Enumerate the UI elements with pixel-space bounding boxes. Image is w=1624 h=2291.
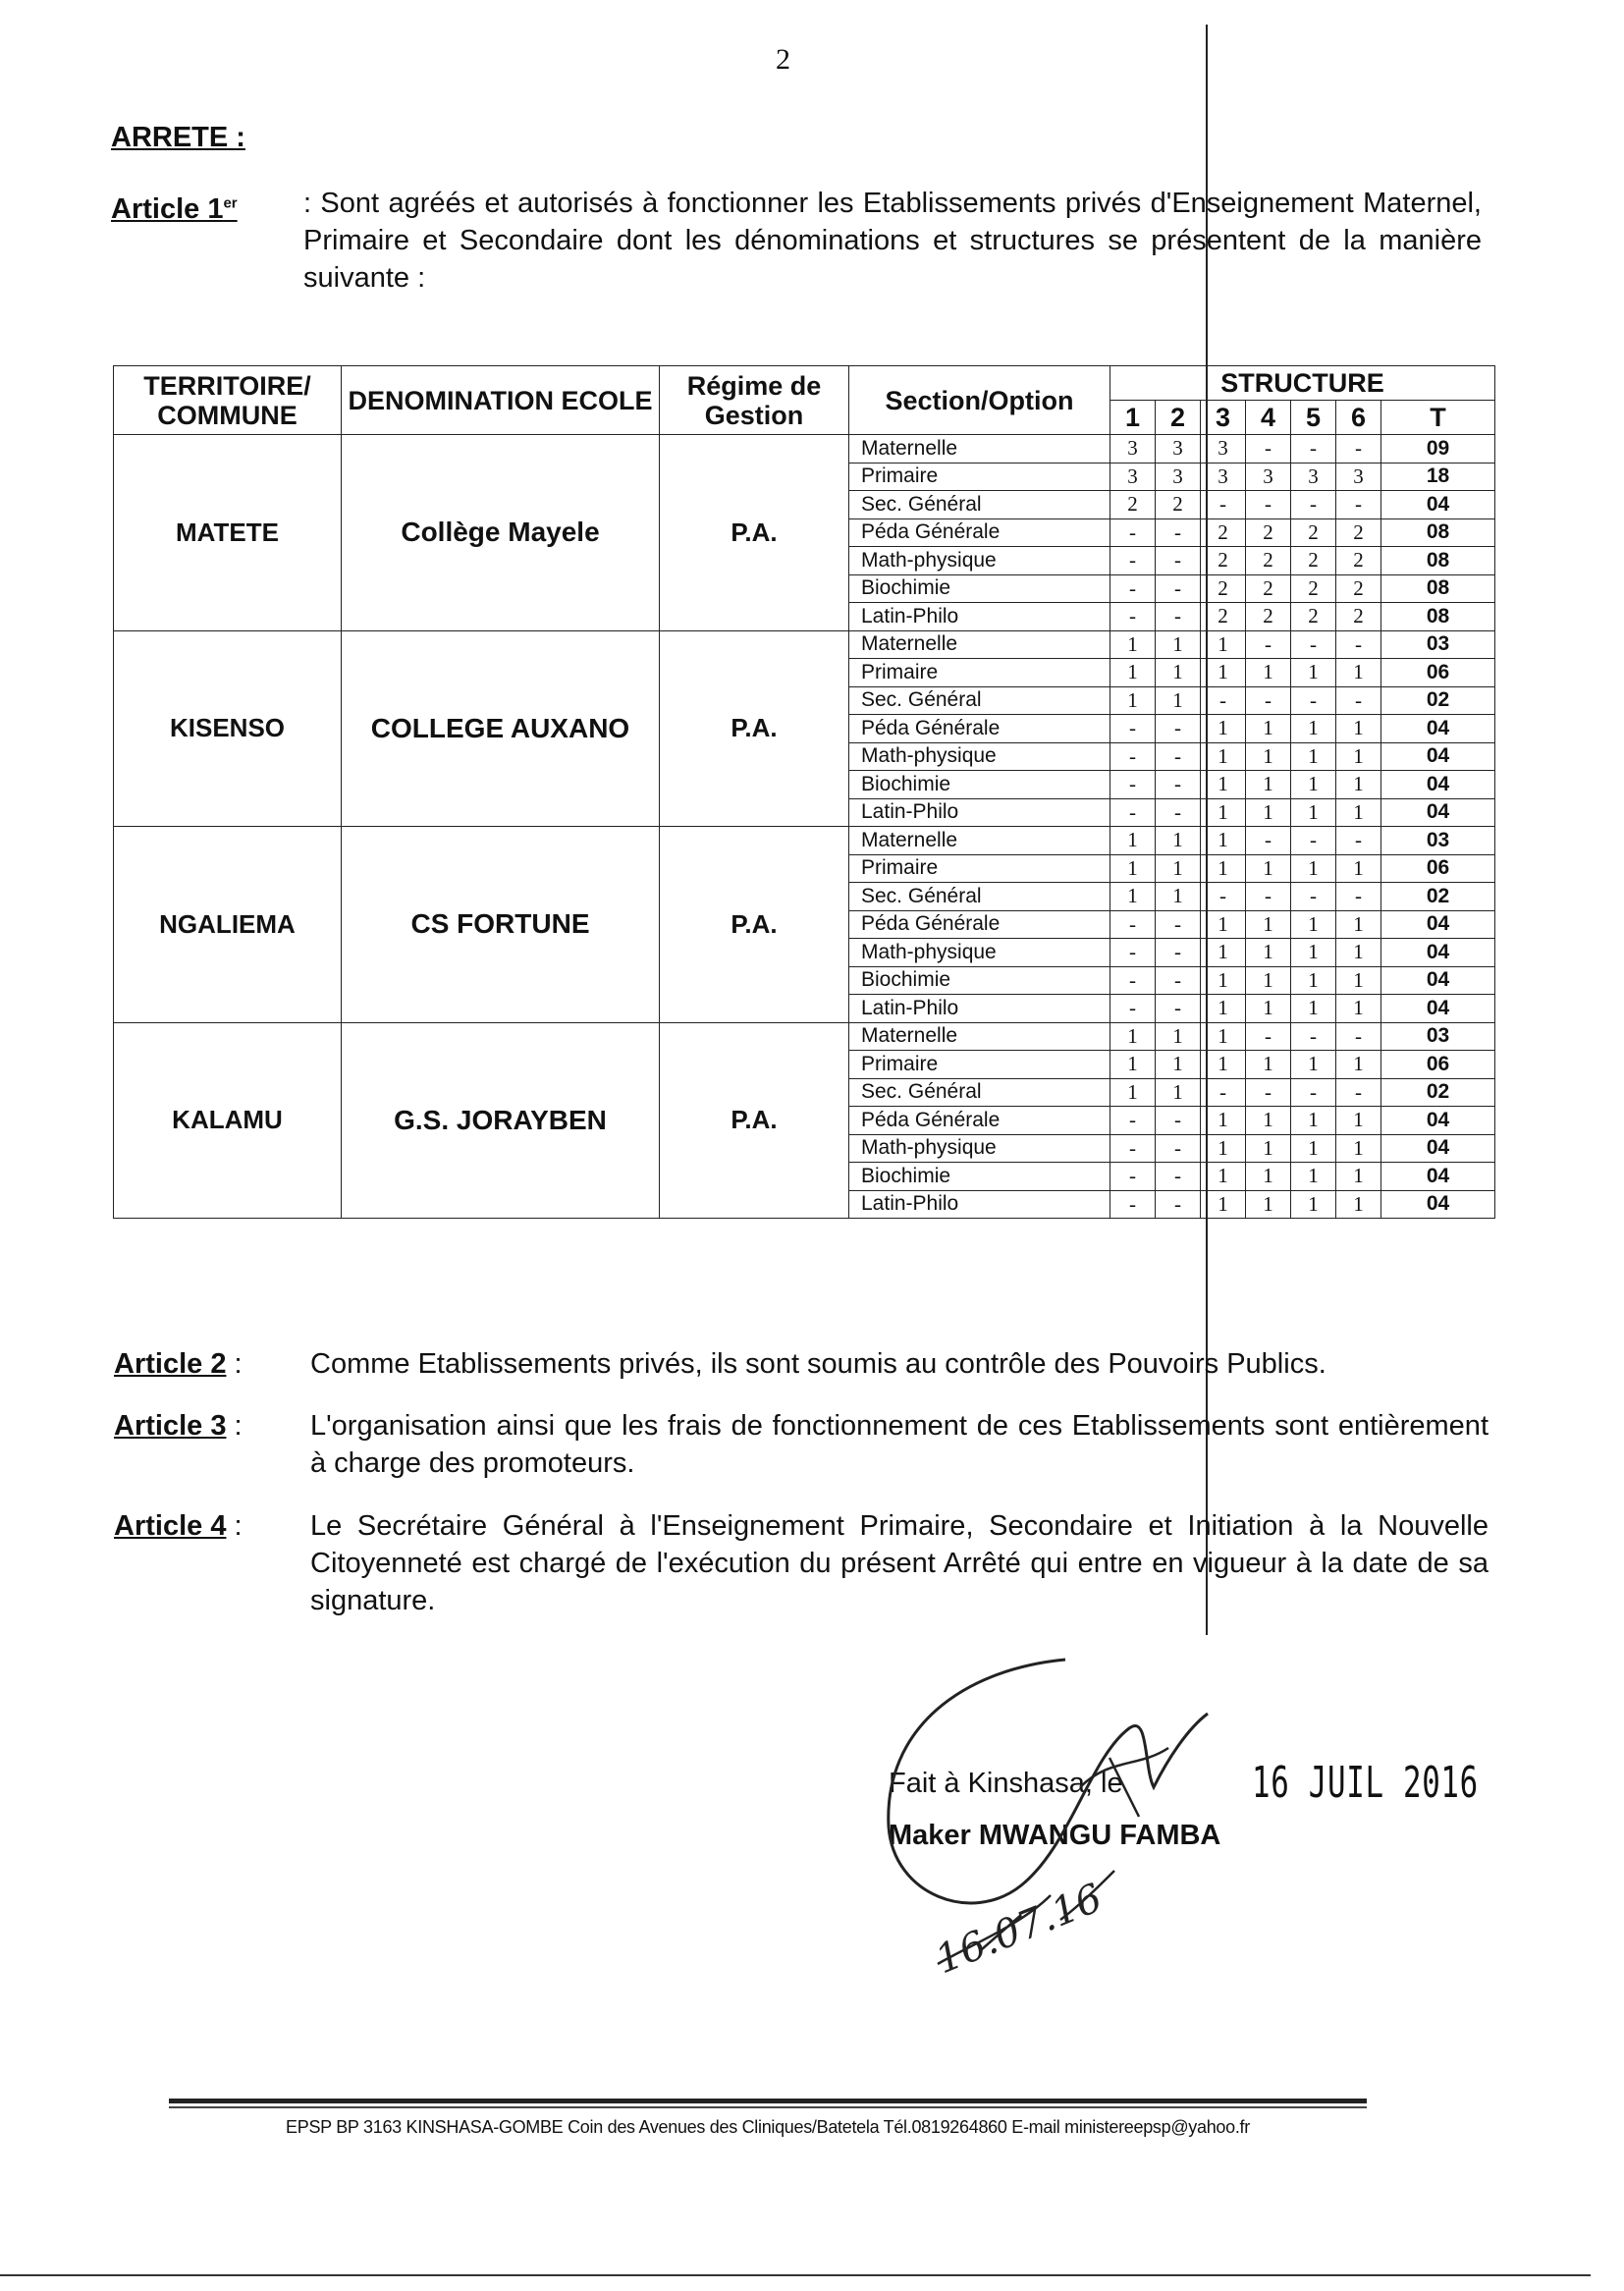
structure-cell-1: 1 (1110, 630, 1156, 659)
total-cell: 03 (1381, 1022, 1495, 1051)
section-cell: Latin-Philo (849, 1190, 1110, 1219)
structure-cell-2: 1 (1156, 883, 1201, 911)
signoff-place: Fait à Kinshasa, le (889, 1768, 1123, 1799)
school-name-cell: Collège Mayele (342, 435, 660, 631)
section-cell: Péda Générale (849, 518, 1110, 547)
structure-cell-1: 3 (1110, 463, 1156, 491)
structure-cell-2: 3 (1156, 463, 1201, 491)
structure-cell-1: - (1110, 995, 1156, 1023)
total-cell: 06 (1381, 854, 1495, 883)
structure-cell-5: - (1291, 883, 1336, 911)
structure-cell-4: 1 (1246, 854, 1291, 883)
structure-cell-1: - (1110, 1107, 1156, 1135)
structure-cell-5: - (1291, 491, 1336, 519)
structure-cell-3: 1 (1201, 854, 1246, 883)
structure-cell-2: 2 (1156, 491, 1201, 519)
date-stamp: 16 JUIL 2016 (1252, 1758, 1479, 1808)
structure-cell-4: 1 (1246, 910, 1291, 939)
structure-cell-5: 1 (1291, 854, 1336, 883)
total-cell: 02 (1381, 883, 1495, 911)
regime-cell: P.A. (660, 1022, 849, 1219)
structure-cell-3: 1 (1201, 966, 1246, 995)
structure-cell-4: 1 (1246, 1190, 1291, 1219)
structure-cell-1: - (1110, 798, 1156, 827)
total-cell: 04 (1381, 715, 1495, 743)
structure-cell-2: - (1156, 1134, 1201, 1163)
structure-cell-3: 2 (1201, 574, 1246, 603)
structure-cell-1: 1 (1110, 1051, 1156, 1079)
structure-cell-1: 1 (1110, 659, 1156, 687)
header-col-4: 4 (1246, 401, 1291, 435)
structure-cell-1: 1 (1110, 883, 1156, 911)
structure-cell-1: - (1110, 603, 1156, 631)
structure-cell-1: 1 (1110, 1078, 1156, 1107)
section-cell: Math-physique (849, 547, 1110, 575)
structure-cell-3: 1 (1201, 939, 1246, 967)
structure-cell-2: - (1156, 603, 1201, 631)
structure-cell-1: - (1110, 574, 1156, 603)
structure-cell-3: 1 (1201, 715, 1246, 743)
section-cell: Sec. Général (849, 491, 1110, 519)
header-col-total: T (1381, 401, 1495, 435)
structure-cell-4: 1 (1246, 995, 1291, 1023)
structure-cell-6: 1 (1336, 1107, 1381, 1135)
structure-cell-3: 1 (1201, 1107, 1246, 1135)
structure-cell-3: 2 (1201, 547, 1246, 575)
structure-cell-2: 3 (1156, 435, 1201, 464)
structure-cell-4: 2 (1246, 547, 1291, 575)
structure-cell-4: 1 (1246, 771, 1291, 799)
header-denomination: DENOMINATION ECOLE (342, 366, 660, 435)
structure-cell-4: - (1246, 686, 1291, 715)
structure-cell-6: 1 (1336, 1190, 1381, 1219)
territoire-cell: KISENSO (114, 630, 342, 827)
structure-cell-1: - (1110, 1163, 1156, 1191)
section-cell: Math-physique (849, 742, 1110, 771)
total-cell: 18 (1381, 463, 1495, 491)
total-cell: 04 (1381, 798, 1495, 827)
total-cell: 04 (1381, 1134, 1495, 1163)
article-3-label: Article 3 : (114, 1410, 243, 1442)
total-cell: 04 (1381, 771, 1495, 799)
total-cell: 04 (1381, 1163, 1495, 1191)
structure-cell-4: 2 (1246, 603, 1291, 631)
structure-cell-5: 1 (1291, 939, 1336, 967)
structure-cell-1: - (1110, 1190, 1156, 1219)
structure-cell-6: 1 (1336, 659, 1381, 687)
structure-cell-6: - (1336, 883, 1381, 911)
structure-cell-6: 1 (1336, 966, 1381, 995)
structure-cell-5: 1 (1291, 995, 1336, 1023)
structure-cell-3: 1 (1201, 659, 1246, 687)
regime-cell: P.A. (660, 435, 849, 631)
structure-cell-1: - (1110, 771, 1156, 799)
signer-name: Maker MWANGU FAMBA (889, 1820, 1221, 1851)
structure-cell-3: 2 (1201, 518, 1246, 547)
signoff-block (889, 1768, 1220, 1852)
structure-cell-2: - (1156, 547, 1201, 575)
section-cell: Primaire (849, 659, 1110, 687)
structure-cell-3: 1 (1201, 1051, 1246, 1079)
handwritten-date: 16.07.16 (929, 1875, 1109, 1984)
structure-cell-6: - (1336, 686, 1381, 715)
structure-cell-4: 1 (1246, 939, 1291, 967)
structure-cell-3: 1 (1201, 1163, 1246, 1191)
structure-cell-3: - (1201, 491, 1246, 519)
territoire-cell: NGALIEMA (114, 827, 342, 1023)
section-cell: Péda Générale (849, 910, 1110, 939)
structure-cell-2: 1 (1156, 659, 1201, 687)
structure-cell-4: 1 (1246, 742, 1291, 771)
total-cell: 09 (1381, 435, 1495, 464)
header-col-1: 1 (1110, 401, 1156, 435)
structure-cell-6: 1 (1336, 995, 1381, 1023)
structure-cell-6: 1 (1336, 854, 1381, 883)
structure-cell-5: 1 (1291, 1051, 1336, 1079)
section-cell: Maternelle (849, 827, 1110, 855)
section-cell: Primaire (849, 1051, 1110, 1079)
structure-cell-1: - (1110, 715, 1156, 743)
arrete-heading: ARRETE : (111, 122, 245, 153)
structure-cell-3: 1 (1201, 771, 1246, 799)
structure-cell-5: 1 (1291, 715, 1336, 743)
structure-cell-5: 1 (1291, 798, 1336, 827)
structure-cell-2: - (1156, 574, 1201, 603)
structure-cell-3: 1 (1201, 995, 1246, 1023)
structure-cell-2: 1 (1156, 827, 1201, 855)
structure-cell-5: 1 (1291, 1190, 1336, 1219)
header-territoire: TERRITOIRE/ COMMUNE (114, 366, 342, 435)
article-4-label: Article 4 : (114, 1510, 243, 1542)
section-cell: Latin-Philo (849, 798, 1110, 827)
section-cell: Biochimie (849, 574, 1110, 603)
section-cell: Péda Générale (849, 1107, 1110, 1135)
structure-cell-4: - (1246, 827, 1291, 855)
total-cell: 08 (1381, 518, 1495, 547)
structure-cell-6: 1 (1336, 1163, 1381, 1191)
total-cell: 04 (1381, 1107, 1495, 1135)
structure-cell-5: 1 (1291, 966, 1336, 995)
structure-cell-5: 1 (1291, 1163, 1336, 1191)
structure-cell-5: 2 (1291, 603, 1336, 631)
total-cell: 03 (1381, 630, 1495, 659)
structure-cell-6: 2 (1336, 547, 1381, 575)
structure-cell-4: 2 (1246, 574, 1291, 603)
structure-cell-5: - (1291, 435, 1336, 464)
total-cell: 03 (1381, 827, 1495, 855)
structure-table-body (114, 435, 1495, 1219)
header-col-6: 6 (1336, 401, 1381, 435)
territoire-cell: MATETE (114, 435, 342, 631)
structure-cell-2: - (1156, 518, 1201, 547)
structure-cell-3: 1 (1201, 630, 1246, 659)
article-4-text: Le Secrétaire Général à l'Enseignement Primaire, Secondaire et Initiation à la Nouvelle Citoyenneté est chargé de l'exécution du présent Arrêté qui entre en vigueur à la date de sa signature. (310, 1510, 1489, 1616)
structure-cell-3: - (1201, 686, 1246, 715)
structure-cell-2: - (1156, 715, 1201, 743)
total-cell: 06 (1381, 1051, 1495, 1079)
structure-cell-2: - (1156, 1107, 1201, 1135)
structure-cell-1: - (1110, 939, 1156, 967)
structure-cell-2: - (1156, 939, 1201, 967)
header-structure: STRUCTURE (1110, 366, 1495, 401)
section-cell: Latin-Philo (849, 603, 1110, 631)
structure-cell-1: 1 (1110, 827, 1156, 855)
structure-cell-2: 1 (1156, 1078, 1201, 1107)
regime-cell: P.A. (660, 827, 849, 1023)
article-4-label-text: Article 4 (114, 1510, 227, 1542)
structure-cell-4: 1 (1246, 1051, 1291, 1079)
structure-cell-4: 1 (1246, 966, 1291, 995)
structure-cell-2: - (1156, 995, 1201, 1023)
structure-cell-4: - (1246, 883, 1291, 911)
structure-cell-6: 2 (1336, 518, 1381, 547)
structure-cell-4: - (1246, 1078, 1291, 1107)
structure-cell-3: 1 (1201, 910, 1246, 939)
structure-cell-6: 2 (1336, 574, 1381, 603)
structure-cell-2: 1 (1156, 1022, 1201, 1051)
structure-cell-1: - (1110, 518, 1156, 547)
article-3-text: L'organisation ainsi que les frais de fonctionnement de ces Etablissements sont entièrement à charge des promoteurs. (310, 1410, 1489, 1479)
scan-bottom-edge (0, 2274, 1591, 2276)
section-cell: Biochimie (849, 771, 1110, 799)
structure-table (113, 365, 1495, 1219)
table-row (114, 630, 1495, 659)
structure-cell-3: 1 (1201, 1022, 1246, 1051)
regime-cell: P.A. (660, 630, 849, 827)
structure-cell-6: - (1336, 1078, 1381, 1107)
structure-cell-4: - (1246, 630, 1291, 659)
structure-cell-1: - (1110, 1134, 1156, 1163)
structure-cell-5: 3 (1291, 463, 1336, 491)
structure-cell-4: 1 (1246, 659, 1291, 687)
structure-cell-4: 1 (1246, 1107, 1291, 1135)
article-1-label (111, 185, 238, 228)
section-cell: Maternelle (849, 630, 1110, 659)
structure-cell-1: - (1110, 742, 1156, 771)
school-name-cell: CS FORTUNE (342, 827, 660, 1023)
school-name-cell: COLLEGE AUXANO (342, 630, 660, 827)
structure-cell-5: - (1291, 1022, 1336, 1051)
section-cell: Sec. Général (849, 883, 1110, 911)
structure-cell-5: - (1291, 686, 1336, 715)
structure-cell-1: - (1110, 547, 1156, 575)
structure-cell-3: 1 (1201, 798, 1246, 827)
section-cell: Latin-Philo (849, 995, 1110, 1023)
structure-cell-3: - (1201, 1078, 1246, 1107)
structure-cell-1: 1 (1110, 854, 1156, 883)
territoire-cell: KALAMU (114, 1022, 342, 1219)
structure-cell-6: 1 (1336, 715, 1381, 743)
structure-cell-2: 1 (1156, 630, 1201, 659)
structure-cell-5: - (1291, 827, 1336, 855)
structure-cell-1: - (1110, 910, 1156, 939)
article-2-label-text: Article 2 (114, 1348, 227, 1380)
footer-rule (169, 2099, 1367, 2103)
article-3-label-text: Article 3 (114, 1410, 227, 1442)
structure-cell-2: 1 (1156, 686, 1201, 715)
total-cell: 08 (1381, 547, 1495, 575)
article-1-text: : Sont agréés et autorisés à fonctionner les Etablissements privés d'Enseignement Maternel, Primaire et Secondaire dont les dénominations et structures se présentent de la manière suivante : (303, 188, 1482, 294)
total-cell: 08 (1381, 574, 1495, 603)
section-cell: Sec. Général (849, 1078, 1110, 1107)
structure-cell-4: 1 (1246, 798, 1291, 827)
structure-cell-6: - (1336, 1022, 1381, 1051)
section-cell: Math-physique (849, 939, 1110, 967)
total-cell: 04 (1381, 995, 1495, 1023)
total-cell: 04 (1381, 1190, 1495, 1219)
section-cell: Math-physique (849, 1134, 1110, 1163)
structure-cell-4: - (1246, 435, 1291, 464)
structure-cell-6: 1 (1336, 771, 1381, 799)
structure-cell-6: 3 (1336, 463, 1381, 491)
structure-cell-3: 1 (1201, 742, 1246, 771)
structure-cell-3: 3 (1201, 463, 1246, 491)
total-cell: 04 (1381, 966, 1495, 995)
structure-cell-3: 3 (1201, 435, 1246, 464)
structure-cell-6: 1 (1336, 798, 1381, 827)
total-cell: 06 (1381, 659, 1495, 687)
section-cell: Biochimie (849, 1163, 1110, 1191)
structure-cell-5: - (1291, 630, 1336, 659)
table-row (114, 827, 1495, 855)
header-col-2: 2 (1156, 401, 1201, 435)
structure-cell-4: 1 (1246, 1163, 1291, 1191)
structure-cell-2: - (1156, 1163, 1201, 1191)
structure-cell-5: 1 (1291, 910, 1336, 939)
structure-cell-6: - (1336, 435, 1381, 464)
header-section: Section/Option (849, 366, 1110, 435)
total-cell: 08 (1381, 603, 1495, 631)
table-row (114, 435, 1495, 464)
total-cell: 04 (1381, 910, 1495, 939)
structure-cell-2: - (1156, 742, 1201, 771)
article-1-label-sup: er (223, 194, 238, 211)
section-cell: Maternelle (849, 1022, 1110, 1051)
structure-cell-6: 1 (1336, 1134, 1381, 1163)
structure-cell-1: 1 (1110, 686, 1156, 715)
structure-cell-5: 2 (1291, 574, 1336, 603)
structure-cell-1: 3 (1110, 435, 1156, 464)
structure-cell-3: 1 (1201, 827, 1246, 855)
total-cell: 02 (1381, 1078, 1495, 1107)
structure-cell-4: 1 (1246, 715, 1291, 743)
total-cell: 04 (1381, 742, 1495, 771)
structure-cell-2: - (1156, 966, 1201, 995)
structure-cell-6: 2 (1336, 603, 1381, 631)
total-cell: 04 (1381, 491, 1495, 519)
structure-cell-5: 2 (1291, 547, 1336, 575)
structure-cell-2: - (1156, 1190, 1201, 1219)
table-row (114, 1022, 1495, 1051)
header-col-3: 3 (1201, 401, 1246, 435)
structure-cell-2: - (1156, 771, 1201, 799)
structure-cell-3: 2 (1201, 603, 1246, 631)
section-cell: Primaire (849, 854, 1110, 883)
structure-cell-1: 2 (1110, 491, 1156, 519)
section-cell: Péda Générale (849, 715, 1110, 743)
structure-cell-6: - (1336, 630, 1381, 659)
structure-cell-1: 1 (1110, 1022, 1156, 1051)
structure-cell-3: 1 (1201, 1134, 1246, 1163)
structure-cell-4: - (1246, 491, 1291, 519)
footer-address: EPSP BP 3163 KINSHASA-GOMBE Coin des Avenues des Cliniques/Batetela Tél.0819264860 E-mail ministereepsp@yahoo.fr (286, 2117, 1250, 2137)
page-number: 2 (776, 43, 790, 76)
structure-cell-3: - (1201, 883, 1246, 911)
structure-cell-6: 1 (1336, 742, 1381, 771)
structure-cell-5: - (1291, 1078, 1336, 1107)
structure-cell-5: 1 (1291, 1134, 1336, 1163)
structure-cell-3: 1 (1201, 1190, 1246, 1219)
structure-cell-6: 1 (1336, 1051, 1381, 1079)
section-cell: Primaire (849, 463, 1110, 491)
structure-cell-5: 2 (1291, 518, 1336, 547)
school-name-cell: G.S. JORAYBEN (342, 1022, 660, 1219)
structure-cell-6: 1 (1336, 939, 1381, 967)
structure-cell-5: 1 (1291, 1107, 1336, 1135)
structure-cell-4: 2 (1246, 518, 1291, 547)
structure-cell-1: - (1110, 966, 1156, 995)
structure-cell-5: 1 (1291, 659, 1336, 687)
structure-cell-5: 1 (1291, 742, 1336, 771)
structure-cell-4: 1 (1246, 1134, 1291, 1163)
article-2-text: Comme Etablissements privés, ils sont soumis au contrôle des Pouvoirs Publics. (310, 1348, 1326, 1380)
article-1-label-text: Article 1er (111, 192, 238, 225)
total-cell: 04 (1381, 939, 1495, 967)
section-cell: Biochimie (849, 966, 1110, 995)
header-regime: Régime de Gestion (660, 366, 849, 435)
total-cell: 02 (1381, 686, 1495, 715)
structure-cell-2: - (1156, 910, 1201, 939)
structure-cell-4: - (1246, 1022, 1291, 1051)
footer-rule-thin (169, 2106, 1367, 2108)
header-col-5: 5 (1291, 401, 1336, 435)
section-cell: Maternelle (849, 435, 1110, 464)
section-cell: Sec. Général (849, 686, 1110, 715)
structure-cell-6: - (1336, 827, 1381, 855)
structure-cell-2: - (1156, 798, 1201, 827)
structure-cell-2: 1 (1156, 1051, 1201, 1079)
structure-cell-6: 1 (1336, 910, 1381, 939)
structure-cell-5: 1 (1291, 771, 1336, 799)
structure-cell-2: 1 (1156, 854, 1201, 883)
structure-cell-6: - (1336, 491, 1381, 519)
article-2-label: Article 2 : (114, 1348, 243, 1380)
structure-cell-4: 3 (1246, 463, 1291, 491)
